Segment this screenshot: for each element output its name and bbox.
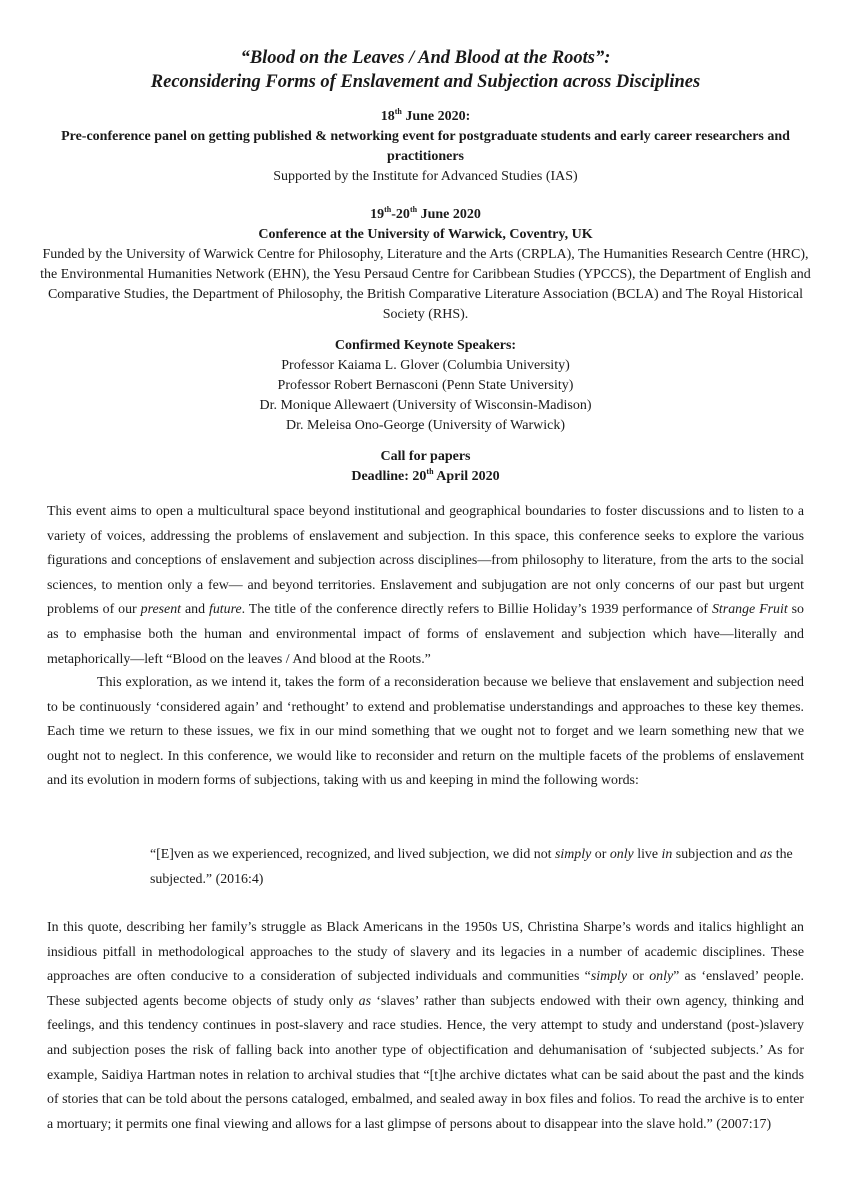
body-paragraph-1: This event aims to open a multicultural space beyond institutional and geographical boundaries to foster discussions and to listen to a variety of voices, addressing the problems of enslavement and subjection. In this space, this conference seeks to explore the various figurations and conceptions of enslavement and subjection across disciplines—from philosophy to literature, from the arts to the social sciences, to mention only a few— and beyond territories. Enslavement and subjugation are not only concerns of our past but urgent problems of our present and future. The title of the conference directly refers to Billie Holiday’s 1939 performance of Strange Fruit so as to emphasise both the human and environmental impact of forms of enslavement and subjection which have—literally and metaphorically—left “Blood on the leaves / And blood at the Roots.”	[47, 504, 804, 667]
cfp-section	[40, 447, 811, 487]
conference-section	[40, 205, 811, 325]
preconference-support: Supported by the Institute for Advanced Studies (IAS)	[273, 169, 578, 184]
preconference-date: 18th June 2020:	[380, 107, 471, 124]
block-quote: “[E]ven as we experienced, recognized, and lived subjection, we did not simply or only live in subjection and as the subjected.” (2016:4)	[150, 847, 793, 887]
cfp-heading: Call for papers	[380, 449, 471, 464]
title-line-2: Reconsidering Forms of Enslavement and Subjection across Disciplines	[150, 72, 701, 92]
keynotes-section	[40, 336, 811, 436]
cfp-deadline: Deadline: 20th April 2020	[351, 467, 500, 484]
conference-date: 19th-20th June 2020	[370, 205, 481, 222]
title-line-1: “Blood on the Leaves / And Blood at the Roots”:	[240, 48, 611, 68]
preconference-section	[40, 107, 811, 187]
preconference-description: Pre-conference panel on getting published & networking event for postgraduate students and early career researchers and practitioners	[61, 129, 790, 164]
conference-funding: Funded by the University of Warwick Centre for Philosophy, Literature and the Arts (CRPLA), The Humanities Research Centre (HRC), the Environmental Humanities Network (EHN), the Yesu Persaud Centre for Caribbean Studies (YPCCS), the Department of English and Comparative Studies, the Department of Philosophy, the British Comparative Literature Association (BCLA) and The Royal Historical Society (RHS).	[40, 247, 811, 322]
body-paragraph-3: In this quote, describing her family’s struggle as Black Americans in the 1950s US, Christina Sharpe’s words and italics highlight an insidious pitfall in methodological approaches to the study of slavery and its legacies in a number of academic disciplines. These approaches are often conducive to a consideration of subjected individuals and communities “simply or only” as ‘enslaved’ people. These subjected agents become objects of study only as ‘slaves’ rather than subjects endowed with their own agency, thinking and feelings, and this tendency continues in post-slavery and race studies. Hence, the very attempt to study and understand (post-)slavery and subjection poses the risk of falling back into another type of objectification and dehumanisation of ‘subjected subjects.’ As for example, Saidiya Hartman notes in relation to archival studies that “[t]he archive dictates what can be said about the past and the kinds of stories that can be told about the persons cataloged, embalmed, and sealed away in box files and folios. To read the archive is to enter a mortuary; it permits one final viewing and allows for a last glimpse of persons about to disappear into the slave hold.” (2007:17)	[47, 920, 804, 1132]
conference-location: Conference at the University of Warwick, Coventry, UK	[258, 227, 593, 242]
keynote-speaker: Dr. Meleisa Ono-George (University of Warwick)	[285, 418, 566, 433]
keynote-speaker: Professor Robert Bernasconi (Penn State University)	[277, 378, 574, 393]
keynotes-heading: Confirmed Keynote Speakers:	[334, 338, 517, 353]
document-title	[0, 46, 851, 94]
body-paragraph-2: This exploration, as we intend it, takes the form of a reconsideration because we believe that enslavement and subjection need to be continuously ‘considered again’ and ‘rethought’ to extend and problematise understandings and approaches to these key themes. Each time we return to these issues, we fix in our mind something that we ought not to forget and we learn something new that we ought not to neglect. In this conference, we would like to reconsider and return on the multiple facets of the problems of enslavement and its evolution in modern forms of subjections, taking with us and keeping in mind the following words:	[47, 675, 804, 789]
keynote-speaker: Dr. Monique Allewaert (University of Wisconsin-Madison)	[259, 398, 592, 413]
keynote-speaker: Professor Kaiama L. Glover (Columbia University)	[281, 358, 570, 373]
